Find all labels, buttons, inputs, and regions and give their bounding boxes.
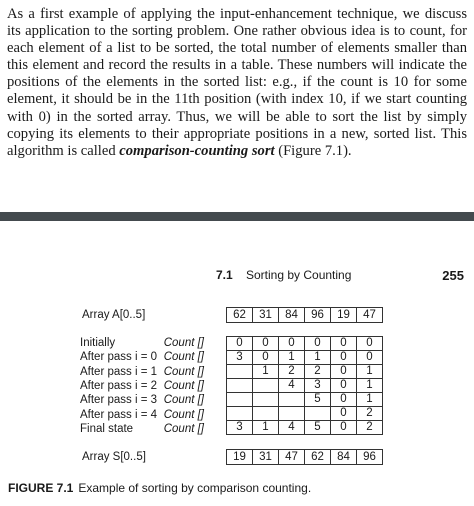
section-number: 7.1 (216, 268, 233, 282)
array-a-cell: 84 (278, 308, 304, 322)
array-s-cell: 62 (304, 450, 330, 464)
array-a-cell: 62 (233, 309, 246, 321)
algorithm-term: comparison-counting sort (119, 142, 275, 159)
count-cell: 1 (305, 351, 331, 365)
count-cell: 0 (253, 337, 279, 351)
figure-number: FIGURE 7.1 (8, 481, 74, 495)
count-cell (305, 407, 331, 421)
paragraph-text: As a first example of applying the input-enhancement technique, we discuss its application to the sorting problem. One rather obvious idea is to count, for each element of a list to be sorted, the total number of elements smaller than this element and record the results in a table. These numbers will indicate the positions of the elements in the sorted list: e.g., if the count is 10 for some element, it should be in the 11th position (with index 10, if we start counting with 0) in the sorted array. Thus, we will be able to sort the list by simply copying its elements to their appropriate positions in a new, sorted list. This algorithm is called (7, 6, 467, 159)
count-cell: 0 (331, 393, 357, 407)
figure-caption (8, 481, 311, 495)
count-cell: 0 (331, 337, 357, 351)
count-cell (279, 393, 305, 407)
row-label: After pass i = 4 (80, 408, 158, 421)
count-cell: 0 (357, 351, 383, 365)
count-cell: 1 (253, 421, 279, 435)
count-row (227, 421, 383, 435)
count-cell: 2 (357, 407, 383, 421)
count-cell: 4 (279, 421, 305, 435)
row-label: Final state (80, 422, 134, 435)
count-cell: 1 (357, 379, 383, 393)
array-a-cell: 19 (330, 308, 356, 322)
caption-text: Example of sorting by comparison counting. (78, 481, 312, 495)
count-cell: 2 (357, 421, 383, 435)
count-cell: 0 (331, 379, 357, 393)
count-cell: 1 (279, 351, 305, 365)
array-a-cell: 96 (304, 308, 330, 322)
count-cell: 0 (331, 407, 357, 421)
count-cell (227, 379, 253, 393)
count-cell (253, 379, 279, 393)
count-cell: 0 (253, 351, 279, 365)
array-s-cell: 96 (356, 450, 382, 464)
count-label: Count [] (163, 394, 204, 407)
count-cell (227, 393, 253, 407)
count-cell (253, 407, 279, 421)
count-cell: 4 (279, 379, 305, 393)
page-number: 255 (442, 268, 464, 283)
count-cell (279, 407, 305, 421)
count-row (227, 365, 383, 379)
running-head (0, 268, 474, 284)
count-row (227, 407, 383, 421)
array-s-cell: 19 (233, 451, 246, 463)
count-label: Count [] (163, 408, 204, 421)
count-cell: 1 (357, 365, 383, 379)
count-cell: 0 (331, 421, 357, 435)
count-label: Count [] (163, 379, 204, 392)
count-cell: 3 (227, 351, 253, 365)
array-s-cell: 84 (330, 450, 356, 464)
array-a-cell: 47 (356, 308, 382, 322)
count-cell: 0 (357, 337, 383, 351)
row-label: Initially (80, 337, 116, 349)
count-cell (253, 393, 279, 407)
count-label: Count [] (163, 422, 204, 435)
count-row (227, 379, 383, 393)
row-label: After pass i = 1 (80, 365, 158, 378)
count-label: Count [] (163, 351, 204, 364)
array-a (226, 307, 383, 323)
count-cell: 0 (331, 351, 357, 365)
array-s-label: Array S[0..5] (82, 451, 146, 463)
count-cell (227, 407, 253, 421)
body-paragraph (7, 6, 467, 160)
row-label: After pass i = 0 (80, 351, 158, 364)
count-cell: 2 (305, 365, 331, 379)
page-divider (0, 212, 474, 221)
count-label: Count [] (163, 365, 204, 378)
array-s-cell: 31 (252, 450, 278, 464)
count-cell: 1 (357, 393, 383, 407)
paragraph-ending: (Figure 7.1). (274, 142, 352, 159)
array-s (226, 449, 383, 465)
count-cell: 1 (253, 365, 279, 379)
count-cell: 0 (305, 337, 331, 351)
count-row (227, 351, 383, 365)
row-label: After pass i = 3 (80, 394, 158, 407)
count-cell: 0 (331, 365, 357, 379)
count-cell: 3 (227, 421, 253, 435)
count-cell: 2 (279, 365, 305, 379)
array-a-label: Array A[0..5] (82, 309, 146, 321)
count-cell: 3 (305, 379, 331, 393)
count-label: Count [] (163, 337, 204, 349)
count-cell: 0 (279, 337, 305, 351)
count-cell: 0 (227, 337, 253, 351)
array-a-cell: 31 (252, 308, 278, 322)
count-table (226, 336, 383, 435)
count-cell: 5 (305, 421, 331, 435)
section-title: Sorting by Counting (246, 268, 352, 282)
row-label: After pass i = 2 (80, 379, 158, 392)
count-row (227, 337, 383, 351)
count-cell (227, 365, 253, 379)
count-cell: 5 (305, 393, 331, 407)
count-row (227, 393, 383, 407)
array-s-cell: 47 (278, 450, 304, 464)
